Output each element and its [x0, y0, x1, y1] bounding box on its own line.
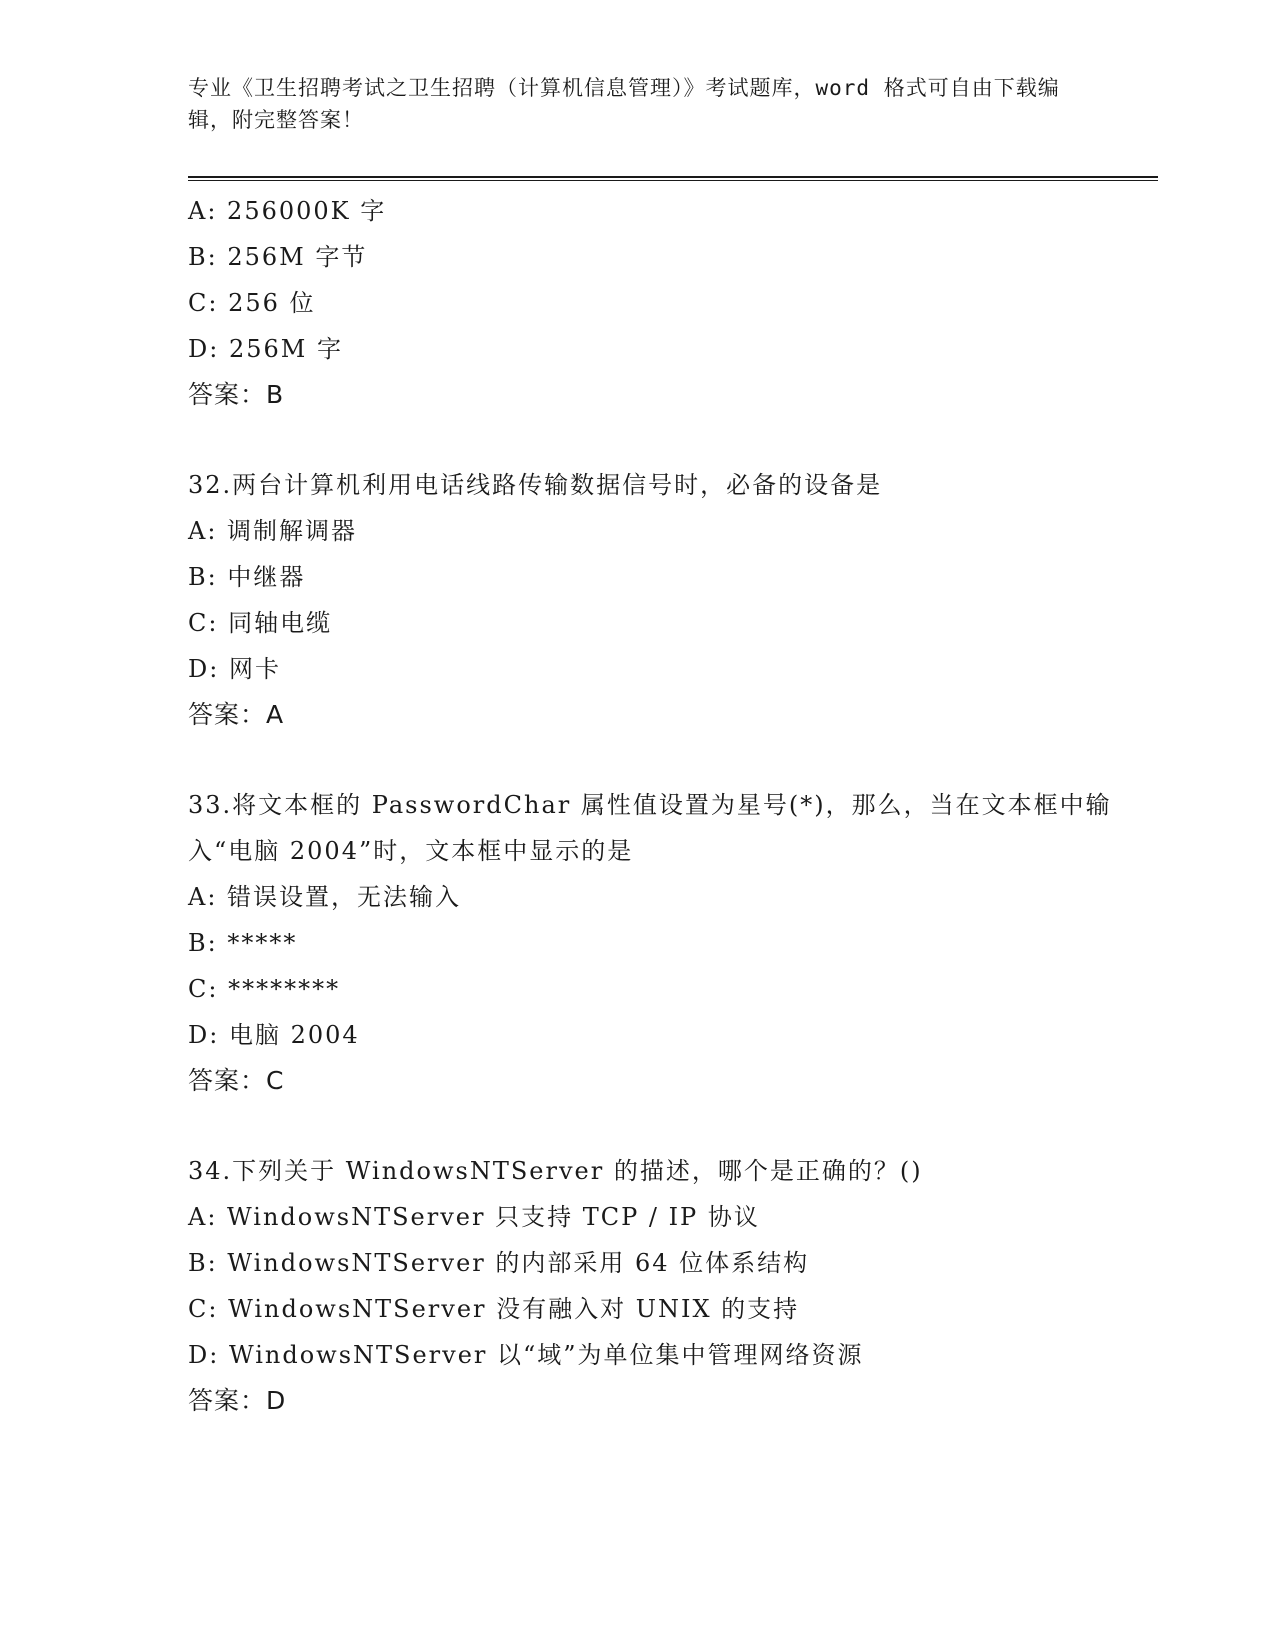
option-c: C: ********: [188, 975, 341, 1003]
option-a: A: 调制解调器: [188, 517, 358, 545]
answer: 答案：C: [188, 1066, 285, 1095]
question-text: 32.两台计算机利用电话线路传输数据信号时，必备的设备是: [188, 471, 883, 499]
option-d: D: 网卡: [188, 655, 281, 683]
question-31-continued: [188, 188, 1148, 418]
question-32: [188, 462, 1148, 738]
header-divider: [188, 176, 1158, 181]
option-d: D: 256M 字: [188, 335, 343, 363]
option-b: B: WindowsNTServer 的内部采用 64 位体系结构: [188, 1249, 810, 1277]
option-b: B: *****: [188, 929, 298, 957]
question-list: [188, 188, 1148, 1424]
question-34: [188, 1148, 1148, 1424]
option-b: B: 中继器: [188, 563, 306, 591]
answer: 答案：B: [188, 380, 285, 409]
question-text: 34.下列关于 WindowsNTServer 的描述，哪个是正确的？(): [188, 1157, 923, 1185]
option-d: D: 电脑 2004: [188, 1021, 360, 1049]
answer: 答案：A: [188, 700, 285, 729]
option-b: B: 256M 字节: [188, 243, 368, 271]
option-a: A: 256000K 字: [188, 197, 387, 225]
answer: 答案：D: [188, 1386, 287, 1415]
option-c: C: 256 位: [188, 289, 316, 317]
option-c: C: WindowsNTServer 没有融入对 UNIX 的支持: [188, 1295, 800, 1323]
option-d: D: WindowsNTServer 以“域”为单位集中管理网络资源: [188, 1341, 864, 1369]
option-a: A: 错误设置，无法输入: [188, 883, 462, 911]
page-header: 专业《卫生招聘考试之卫生招聘（计算机信息管理）》考试题库，word 格式可自由下载编辑，附完整答案！: [188, 76, 1060, 132]
option-c: C: 同轴电缆: [188, 609, 333, 637]
question-33: [188, 782, 1148, 1104]
question-text: 33.将文本框的 PasswordChar 属性值设置为星号(*)，那么，当在文本框中输入“电脑 2004”时，文本框中显示的是: [188, 791, 1112, 865]
option-a: A: WindowsNTServer 只支持 TCP / IP 协议: [188, 1203, 760, 1231]
